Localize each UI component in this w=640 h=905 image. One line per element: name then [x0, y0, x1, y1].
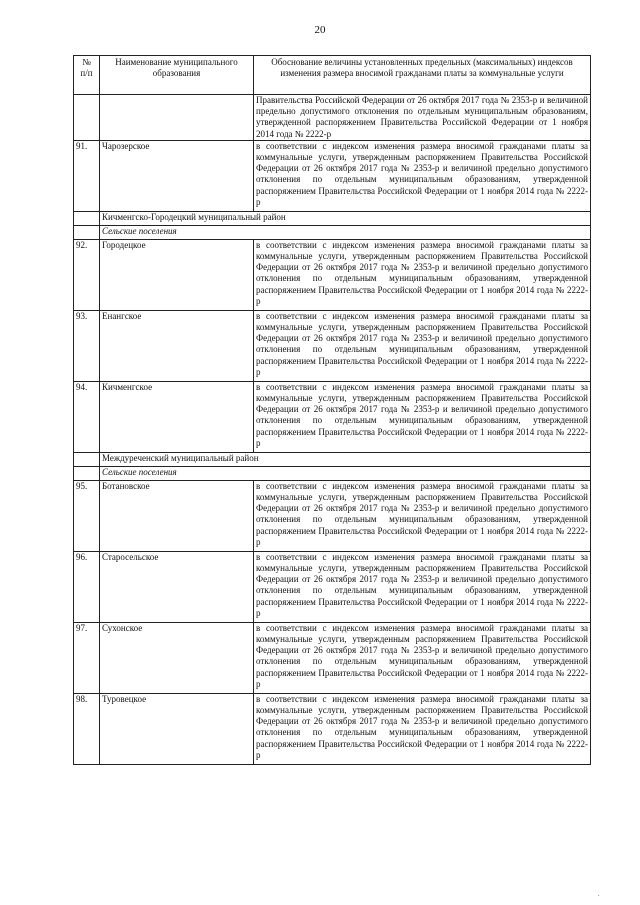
district-title: Междуреченский муниципальный район: [100, 452, 591, 466]
row-municipality: [100, 95, 254, 141]
row-number: 96.: [74, 551, 100, 622]
table-row: [74, 381, 591, 452]
subheader-row: [74, 225, 591, 239]
district-row: [74, 211, 591, 225]
row-basis: в соответствии с индексом изменения размера вносимой гражданами платы за коммунальные услуги, утвержденным распоряжением Правительства Российской Федерации от 26 октября 2017 года № 2353-р и величиной предельно допустимого отклонения по отдельным муниципальным образованиям, утвержденной распоряжением Правительства Российской Федерации от 1 ноября 2014 года № 2222-р: [254, 551, 591, 622]
row-municipality: Кичменгское: [100, 381, 254, 452]
page-number: 20: [314, 24, 326, 36]
table-row: [74, 551, 591, 622]
row-number: 93.: [74, 310, 100, 381]
district-title: Кичменгско-Городецкий муниципальный район: [100, 211, 591, 225]
scan-mark: .: [598, 892, 600, 898]
row-number: 98.: [74, 693, 100, 764]
table-row: [74, 239, 591, 310]
table-row: [74, 622, 591, 693]
row-municipality: Старосельское: [100, 551, 254, 622]
row-number: 94.: [74, 381, 100, 452]
district-row: [74, 452, 591, 466]
row-number: 97.: [74, 622, 100, 693]
row-number: 91.: [74, 140, 100, 211]
subheader-number-cell: [74, 466, 100, 480]
subheader-row: [74, 466, 591, 480]
header-number: № п/п: [74, 56, 100, 95]
row-basis: в соответствии с индексом изменения размера вносимой гражданами платы за коммунальные услуги, утвержденным распоряжением Правительства Российской Федерации от 26 октября 2017 года № 2353-р и величиной предельно допустимого отклонения по отдельным муниципальным образованиям, утвержденной распоряжением Правительства Российской Федерации от 1 ноября 2014 года № 2222-р: [254, 381, 591, 452]
row-basis: в соответствии с индексом изменения размера вносимой гражданами платы за коммунальные услуги, утвержденным распоряжением Правительства Российской Федерации от 26 октября 2017 года № 2353-р и величиной предельно допустимого отклонения по отдельным муниципальным образованиям, утвержденной распоряжением Правительства Российской Федерации от 1 ноября 2014 года № 2222-р: [254, 480, 591, 551]
district-number-cell: [74, 452, 100, 466]
row-basis: в соответствии с индексом изменения размера вносимой гражданами платы за коммунальные услуги, утвержденным распоряжением Правительства Российской Федерации от 26 октября 2017 года № 2353-р и величиной предельно допустимого отклонения по отдельным муниципальным образованиям, утвержденной распоряжением Правительства Российской Федерации от 1 ноября 2014 года № 2222-р: [254, 622, 591, 693]
district-number-cell: [74, 211, 100, 225]
header-municipality: Наименование муниципального образования: [100, 56, 254, 95]
row-number: [74, 95, 100, 141]
header-basis: Обоснование величины установленных предельных (максимальных) индексов изменения размера вносимой гражданами платы за коммунальные услуги: [254, 56, 591, 95]
row-basis: в соответствии с индексом изменения размера вносимой гражданами платы за коммунальные услуги, утвержденным распоряжением Правительства Российской Федерации от 26 октября 2017 года № 2353-р и величиной предельно допустимого отклонения по отдельным муниципальным образованиям, утвержденной распоряжением Правительства Российской Федерации от 1 ноября 2014 года № 2222-р: [254, 140, 591, 211]
row-municipality: Городецкое: [100, 239, 254, 310]
row-basis: Правительства Российской Федерации от 26 октября 2017 года № 2353-р и величиной предельно допустимого отклонения по отдельным муниципальным образованиям, утвержденной распоряжением Правительства Российской Федерации от 1 ноября 2014 года № 2222-р: [254, 95, 591, 141]
table-row: [74, 310, 591, 381]
row-municipality: Сухонское: [100, 622, 254, 693]
row-basis: в соответствии с индексом изменения размера вносимой гражданами платы за коммунальные услуги, утвержденным распоряжением Правительства Российской Федерации от 26 октября 2017 года № 2353-р и величиной предельно допустимого отклонения по отдельным муниципальным образованиям, утвержденной распоряжением Правительства Российской Федерации от 1 ноября 2014 года № 2222-р: [254, 693, 591, 764]
row-basis: в соответствии с индексом изменения размера вносимой гражданами платы за коммунальные услуги, утвержденным распоряжением Правительства Российской Федерации от 26 октября 2017 года № 2353-р и величиной предельно допустимого отклонения по отдельным муниципальным образованиям, утвержденной распоряжением Правительства Российской Федерации от 1 ноября 2014 года № 2222-р: [254, 310, 591, 381]
row-municipality: Енангское: [100, 310, 254, 381]
table-row: [74, 140, 591, 211]
table-row: [74, 480, 591, 551]
row-municipality: Чарозерское: [100, 140, 254, 211]
row-basis: в соответствии с индексом изменения размера вносимой гражданами платы за коммунальные услуги, утвержденным распоряжением Правительства Российской Федерации от 26 октября 2017 года № 2353-р и величиной предельно допустимого отклонения по отдельным муниципальным образованиям, утвержденной распоряжением Правительства Российской Федерации от 1 ноября 2014 года № 2222-р: [254, 239, 591, 310]
table-row: [74, 95, 591, 141]
settlement-type-label: Сельские поселения: [100, 225, 591, 239]
row-municipality: Ботановское: [100, 480, 254, 551]
row-number: 92.: [74, 239, 100, 310]
table-header-row: [74, 56, 591, 95]
table-row: [74, 693, 591, 764]
row-municipality: Туровецкое: [100, 693, 254, 764]
tariff-index-table: [73, 55, 591, 765]
settlement-type-label: Сельские поселения: [100, 466, 591, 480]
row-number: 95.: [74, 480, 100, 551]
subheader-number-cell: [74, 225, 100, 239]
